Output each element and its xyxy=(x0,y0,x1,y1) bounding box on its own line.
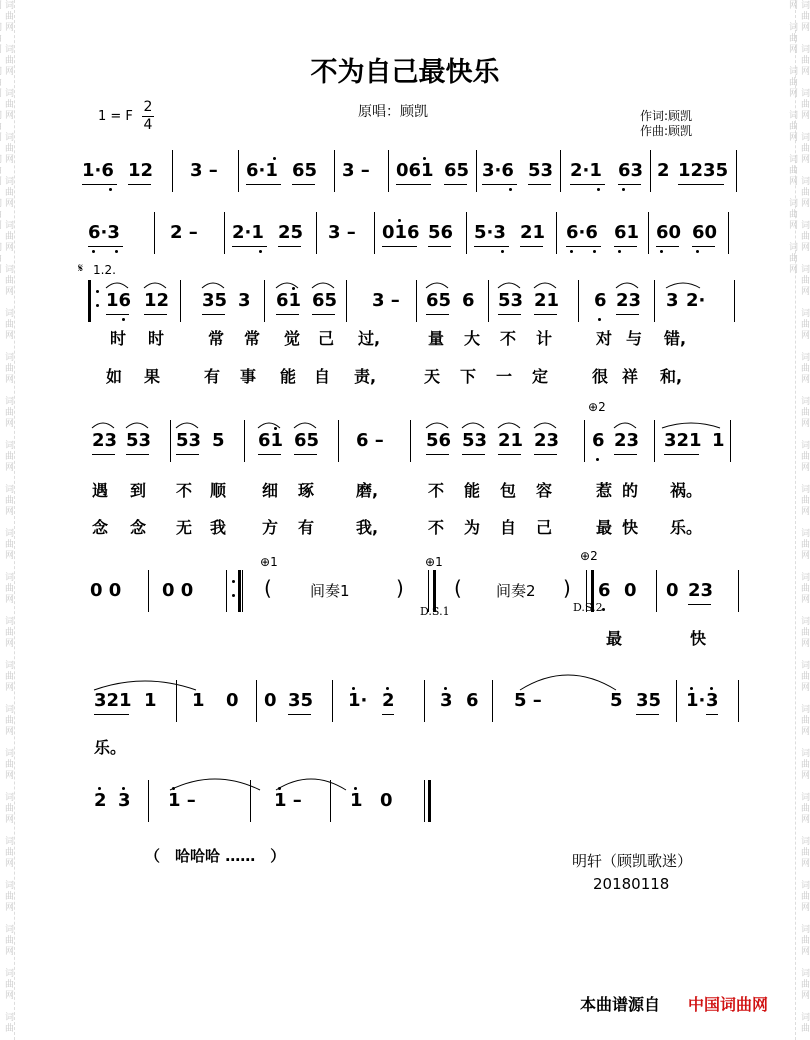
slur xyxy=(294,423,316,428)
lyric-char: 自 xyxy=(314,367,331,386)
slur xyxy=(614,423,636,428)
lyric-char: 乐。 xyxy=(94,738,127,757)
coda-2-top-mark: ⊕2 xyxy=(588,400,606,414)
note-group: 2 – xyxy=(170,222,198,243)
lyricist-credit: 作词:顾凯 xyxy=(640,109,693,123)
time-signature-top: 2 xyxy=(143,99,153,115)
note-group: 321 xyxy=(664,430,702,451)
lyric-char: 天 xyxy=(424,367,441,386)
note-group: 56 xyxy=(426,430,452,451)
slur xyxy=(276,283,298,288)
note-group: 1 – xyxy=(274,790,302,811)
singer-credit: 原唱：顾凯 xyxy=(358,104,428,120)
slur xyxy=(276,779,346,790)
note-group: 3 xyxy=(238,290,251,311)
footer-brand[interactable]: 中国词曲网 xyxy=(688,995,769,1014)
coda-1-label: 1 xyxy=(270,555,278,569)
slur xyxy=(498,283,520,288)
note-group: 1·6 xyxy=(82,160,114,181)
note-group: 2·1 xyxy=(232,222,264,243)
lyric-char: 细 xyxy=(262,481,279,500)
note-group: 1· xyxy=(348,690,368,711)
lyric-char: 最 xyxy=(606,629,623,648)
note-group: 53 xyxy=(126,430,152,451)
slur xyxy=(94,681,196,690)
lyric-char: 己 xyxy=(318,329,335,348)
interlude-1: 间奏1 xyxy=(310,582,350,600)
note-group: 6 – xyxy=(356,430,384,451)
note-group: 3 xyxy=(440,690,453,711)
slur xyxy=(498,423,520,428)
note-group: 25 xyxy=(278,222,304,243)
lyric-char: 时 xyxy=(110,329,127,348)
slur xyxy=(520,675,616,690)
note-group: 65 xyxy=(312,290,338,311)
lyric-char: 惹 xyxy=(596,481,613,500)
lyric-char: 磨, xyxy=(356,481,379,500)
note-group: 1 xyxy=(712,430,725,451)
note-group: 63 xyxy=(618,160,644,181)
lyric-char: 时 xyxy=(148,329,165,348)
lyric-char: 常 xyxy=(208,329,225,348)
lyric-char: 大 xyxy=(464,329,481,348)
coda-1b-mark: ⊕1 xyxy=(425,555,443,569)
note-group: 53 xyxy=(176,430,202,451)
slur xyxy=(170,779,260,790)
lyric-char: 能 xyxy=(464,481,481,500)
note-group: 3 – xyxy=(190,160,218,181)
note-group: 061 xyxy=(396,160,434,181)
lyric-char: 遇 xyxy=(92,481,109,500)
laugh-text: （ 哈哈哈 …… ） xyxy=(145,847,286,865)
note-group: 3 – xyxy=(328,222,356,243)
lyric-char: 很 xyxy=(592,367,609,386)
lyric-char: 果 xyxy=(144,367,161,386)
note-group: 21 xyxy=(498,430,524,451)
slur xyxy=(662,423,720,428)
slur xyxy=(616,283,638,288)
lyric-char: 念 xyxy=(130,518,147,537)
note-group: 53 xyxy=(528,160,554,181)
note-group: 21 xyxy=(520,222,546,243)
note-group: 6 xyxy=(592,430,605,451)
watermark-right: 词曲网 词曲网 词曲网 词曲网 词曲网 词曲网 词曲网 词曲网 词曲网 词曲网 词曲网 词曲网 词曲网 词曲网 词曲网 词曲网 词曲网 词曲网 词曲网 词曲网 词曲网 词曲网 词曲网 词曲网 词曲网 词曲网 词曲网 词曲网 词曲网 词曲网 xyxy=(795,0,810,1040)
note-group: 2 xyxy=(657,160,670,181)
slur xyxy=(202,283,224,288)
note-group: 6 xyxy=(466,690,479,711)
lyric-char: 的 xyxy=(622,481,639,500)
note-group: 6·1 xyxy=(246,160,278,181)
note-group: 0 xyxy=(264,690,277,711)
note-group: 61 xyxy=(276,290,302,311)
note-group: 61 xyxy=(258,430,284,451)
note-group: 65 xyxy=(444,160,470,181)
note-group: 65 xyxy=(294,430,320,451)
lyric-char: 事 xyxy=(240,367,257,386)
interlude-2-close: ) xyxy=(563,576,571,600)
lyric-char: 错, xyxy=(664,329,687,348)
coda-1-mark: ⊕1 xyxy=(260,555,278,569)
lyric-char: 与 xyxy=(626,329,643,348)
note-group: 23 xyxy=(534,430,560,451)
lyric-char: 觉 xyxy=(284,329,301,348)
ds-1-mark: D.S.1 xyxy=(420,605,450,618)
lyric-char: 能 xyxy=(280,367,297,386)
lyric-char: 到 xyxy=(130,481,147,500)
note-group: 3 xyxy=(118,790,131,811)
note-group: 321 xyxy=(94,690,132,711)
note-group: 5 xyxy=(610,690,623,711)
slur xyxy=(258,423,280,428)
lyric-char: 无 xyxy=(176,518,193,537)
note-group: 3·6 xyxy=(482,160,514,181)
note-group: 23 xyxy=(688,580,714,601)
note-group: 12 xyxy=(128,160,154,181)
slur xyxy=(534,423,556,428)
slur xyxy=(462,423,484,428)
watermark-left: 词曲网 词曲网 词曲网 词曲网 词曲网 词曲网 词曲网 词曲网 词曲网 词曲网 词曲网 词曲网 词曲网 词曲网 词曲网 词曲网 词曲网 词曲网 词曲网 词曲网 词曲网 词曲网 词曲网 词曲 xyxy=(0,0,15,1040)
note-group: 2·1 xyxy=(570,160,602,181)
time-signature-bottom: 4 xyxy=(143,117,153,133)
slur xyxy=(426,423,448,428)
footer-text: 本曲谱源自 xyxy=(580,995,661,1014)
note-group: 0 0 xyxy=(90,580,122,601)
lyric-char: 有 xyxy=(204,367,221,386)
note-group: 16 xyxy=(106,290,132,311)
note-group: 1 – xyxy=(168,790,196,811)
note-group: 61 xyxy=(614,222,640,243)
lyric-char: 对 xyxy=(596,329,613,348)
note-group: 0 xyxy=(624,580,637,601)
lyric-char: 量 xyxy=(428,329,445,348)
note-group: 35 xyxy=(202,290,228,311)
note-group: 0 0 xyxy=(162,580,194,601)
slur xyxy=(666,283,700,288)
slur xyxy=(126,423,148,428)
note-group: 60 xyxy=(656,222,682,243)
note-group: 56 xyxy=(428,222,454,243)
note-group: 65 xyxy=(426,290,452,311)
slur xyxy=(106,283,128,288)
slur xyxy=(534,283,556,288)
interlude-1-open: ( xyxy=(264,576,272,600)
note-group: 23 xyxy=(614,430,640,451)
lyric-char: 念 xyxy=(92,518,109,537)
note-group: 3 – xyxy=(342,160,370,181)
note-group: 5·3 xyxy=(474,222,506,243)
note-group: 2 xyxy=(94,790,107,811)
lyric-char: 我, xyxy=(356,518,379,537)
lyric-char: 责, xyxy=(354,367,377,386)
note-group: 0 xyxy=(666,580,679,601)
note-group: 35 xyxy=(288,690,314,711)
note-group: 2 xyxy=(382,690,395,711)
lyric-char: 祸。 xyxy=(670,481,703,500)
lyric-char: 不 xyxy=(500,329,517,348)
lyric-char: 乐。 xyxy=(670,518,703,537)
note-group: 53 xyxy=(498,290,524,311)
note-group: 3 xyxy=(706,690,719,711)
lyric-char: 过, xyxy=(358,329,381,348)
song-title: 不为自己最快乐 xyxy=(310,57,500,88)
ds-2-mark: D.S.2 xyxy=(573,601,603,614)
note-group: 65 xyxy=(292,160,318,181)
volta-label: 1.2. xyxy=(93,263,116,277)
lyric-char: 琢 xyxy=(298,481,315,500)
note-group: 1235 xyxy=(678,160,729,181)
note-group: 1 xyxy=(350,790,363,811)
lyric-char: 不 xyxy=(428,481,445,500)
slur xyxy=(92,423,114,428)
note-group: 6·6 xyxy=(566,222,598,243)
note-group: 23 xyxy=(92,430,118,451)
lyric-char: 快 xyxy=(690,629,707,648)
lyric-char: 下 xyxy=(460,367,477,386)
lyric-char: 容 xyxy=(536,481,553,500)
lyric-char: 包 xyxy=(500,481,517,500)
lyric-char: 快 xyxy=(622,518,639,537)
note-group: 6 xyxy=(462,290,475,311)
note-group: 6·3 xyxy=(88,222,120,243)
lyric-char: 如 xyxy=(106,367,123,386)
lyric-char: 不 xyxy=(176,481,193,500)
note-group: 2· xyxy=(686,290,706,311)
lyric-char: 顺 xyxy=(210,481,227,500)
note-group: 5 – xyxy=(514,690,542,711)
interlude-2: 间奏2 xyxy=(496,582,536,600)
lyric-char: 计 xyxy=(536,329,553,348)
note-group: 1· xyxy=(686,690,706,711)
lyric-char: 有 xyxy=(298,518,315,537)
interlude-1-close: ) xyxy=(396,576,404,600)
lyric-char: 方 xyxy=(262,518,279,537)
note-group: 6 xyxy=(598,580,611,601)
coda-1b-label: 1 xyxy=(435,555,443,569)
note-group: 016 xyxy=(382,222,420,243)
coda-2-top-label: 2 xyxy=(598,400,606,414)
lyric-char: 最 xyxy=(596,518,613,537)
key-signature: 1 = F xyxy=(98,109,133,124)
composer-credit: 作曲:顾凯 xyxy=(640,124,693,138)
note-group: 3 – xyxy=(372,290,400,311)
lyric-char: 我 xyxy=(210,518,227,537)
slur xyxy=(176,423,198,428)
lyric-char: 为 xyxy=(464,518,481,537)
lyric-char: 和, xyxy=(660,367,683,386)
coda-2-label: 2 xyxy=(590,549,598,563)
note-group: 21 xyxy=(534,290,560,311)
date: 20180118 xyxy=(593,875,670,893)
lyric-char: 祥 xyxy=(622,367,639,386)
note-group: 53 xyxy=(462,430,488,451)
lyric-char: 己 xyxy=(536,518,553,537)
lyric-char: 不 xyxy=(428,518,445,537)
note-group: 1 xyxy=(192,690,205,711)
coda-2-mark: ⊕2 xyxy=(580,549,598,563)
note-group: 60 xyxy=(692,222,718,243)
note-group: 35 xyxy=(636,690,662,711)
slur xyxy=(312,283,334,288)
lyric-char: 常 xyxy=(244,329,261,348)
note-group: 23 xyxy=(616,290,642,311)
note-group: 3 xyxy=(666,290,679,311)
slur xyxy=(144,283,166,288)
slur xyxy=(426,283,448,288)
segno-mark: 𝄋 xyxy=(78,261,84,275)
note-group: 5 xyxy=(212,430,225,451)
signature: 明轩（顾凯歌迷） xyxy=(572,852,693,870)
note-group: 6 xyxy=(594,290,607,311)
note-group: 12 xyxy=(144,290,170,311)
note-group: 0 xyxy=(380,790,393,811)
lyric-char: 一 xyxy=(496,367,513,386)
note-group: 1 xyxy=(144,690,157,711)
note-group: 0 xyxy=(226,690,239,711)
lyric-char: 自 xyxy=(500,518,517,537)
lyric-char: 定 xyxy=(532,367,549,386)
interlude-2-open: ( xyxy=(454,576,462,600)
